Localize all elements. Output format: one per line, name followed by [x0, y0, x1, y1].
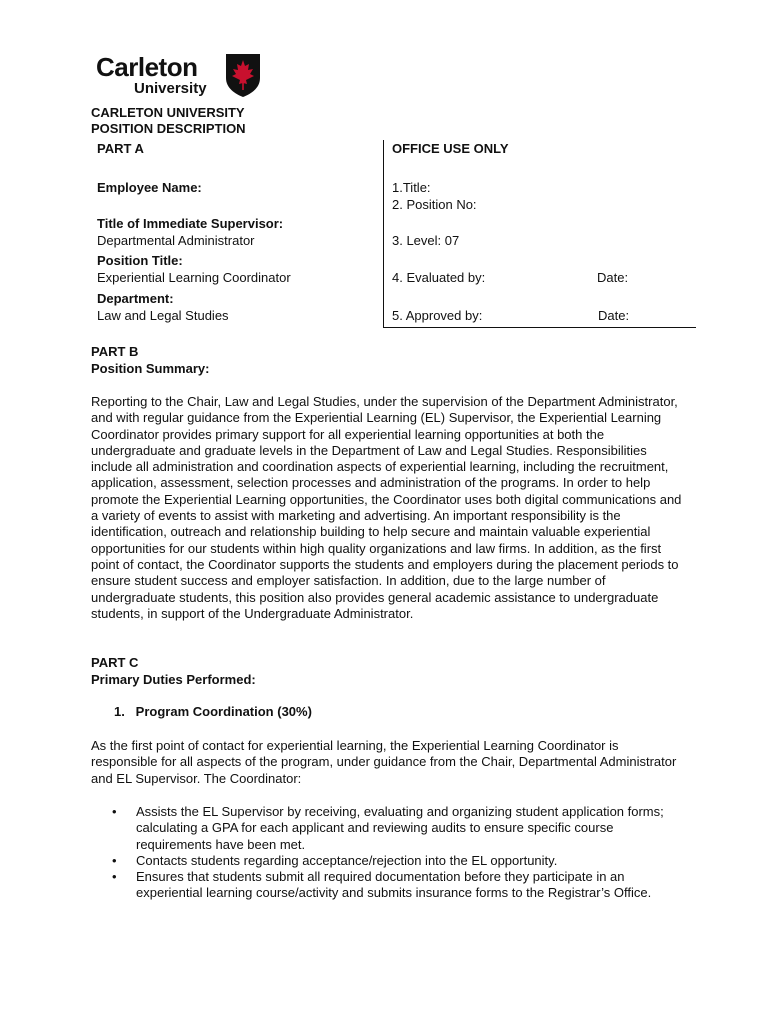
office-use-divider-horizontal [383, 327, 696, 328]
office-use-evaluated-date: Date: [597, 270, 629, 285]
part-b-heading: PART B [91, 344, 139, 359]
logo-wordmark-university: University [134, 80, 207, 97]
part-c-heading: PART C [91, 655, 139, 670]
office-use-divider-vertical [383, 140, 384, 328]
list-item [112, 804, 692, 853]
document-title: POSITION DESCRIPTION [91, 121, 246, 136]
office-use-heading: OFFICE USE ONLY [392, 141, 509, 156]
office-use-level: 3. Level: 07 [392, 233, 460, 248]
duty-1-heading: 1. Program Coordination (30%) [114, 704, 312, 719]
office-use-evaluated-by: 4. Evaluated by: [392, 270, 486, 285]
primary-duties-label: Primary Duties Performed: [91, 672, 256, 687]
list-item-text: Ensures that students submit all required documentation before they participate in an experiential learning course/activity and submits insurance forms to the Registrar’s Office. [136, 869, 652, 901]
list-item-text: Assists the EL Supervisor by receiving, evaluating and organizing student application forms; calculating a GPA for each applicant and reviewing audits to ensure specific course requirements have been met. [136, 804, 664, 852]
supervisor-label: Title of Immediate Supervisor: [97, 216, 284, 231]
department-value: Law and Legal Studies [97, 308, 229, 323]
employee-name-label: Employee Name: [97, 180, 202, 195]
position-summary-label: Position Summary: [91, 361, 210, 376]
supervisor-value: Departmental Administrator [97, 233, 255, 248]
list-item [112, 869, 692, 902]
duty-1-intro: As the first point of contact for experiential learning, the Experiential Learning Coordinator is responsible for all aspects of the program, under guidance from the Chair, Departmental Administrator and EL Supervisor. The Coordinator: [91, 738, 677, 786]
part-a-heading: PART A [97, 141, 144, 156]
office-use-title: 1.Title: [392, 180, 431, 195]
position-title-value: Experiential Learning Coordinator [97, 270, 291, 285]
position-summary-text: Reporting to the Chair, Law and Legal Studies, under the supervision of the Department Administrator, and with regular guidance from the Experiential Learning (EL) Supervisor, the Experiential Learning Coordinator provides primary support for all experiential learning opportunities at both the undergraduate and graduate levels in the Department of Law and Legal Studies. Responsibilities include all administration and coordination aspects of experiential learning, including the recruitment, application, assessment, selection processes and administration of the programs. In order to help promote the Experiential Learning opportunities, the Coordinator uses both digital communications and a variety of events to assist with marketing and advertising. An important responsibility is the identification, outreach and relationship building to help secure and maintain valuable experiential opportunities for our students within high quality organizations and law firms. In addition, as the first point of contact, the Coordinator supports the students and employers during the placement periods to ensure student success and employer satisfaction. In addition, due to the large number of undergraduate students, this position also provides general academic assistance to undergraduate students, in support of the Undergraduate Administrator. [91, 394, 682, 621]
position-title-label: Position Title: [97, 253, 183, 268]
bullet-icon: • [112, 852, 117, 868]
duty-1-bullet-list [112, 804, 692, 902]
logo-wordmark-carleton: Carleton [96, 52, 198, 82]
office-use-approved-date: Date: [598, 308, 630, 323]
bullet-icon: • [112, 869, 117, 885]
office-use-position-no: 2. Position No: [392, 197, 477, 212]
list-item [112, 853, 692, 869]
department-label: Department: [97, 291, 174, 306]
office-use-approved-by: 5. Approved by: [392, 308, 483, 323]
list-item-text: Contacts students regarding acceptance/rejection into the EL opportunity. [136, 852, 558, 868]
org-name: CARLETON UNIVERSITY [91, 105, 245, 120]
bullet-icon: • [112, 804, 117, 819]
carleton-logo [96, 52, 266, 102]
maple-leaf-shield-icon [224, 52, 262, 98]
